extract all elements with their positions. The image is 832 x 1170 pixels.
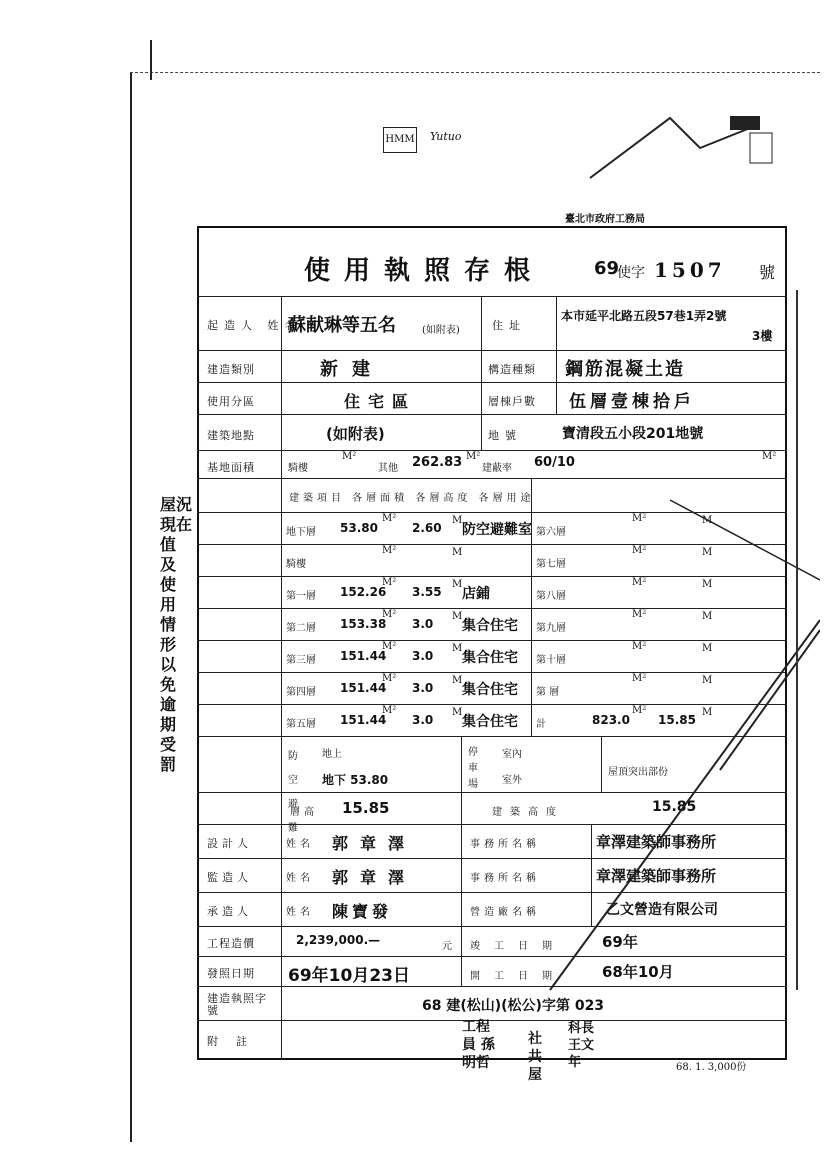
shelter-below: 地下 53.80 xyxy=(322,773,389,787)
lot-label: 地號 xyxy=(488,429,522,442)
floor-use: 集合住宅 xyxy=(462,682,518,698)
supervisor-label: 監造人 xyxy=(207,871,252,884)
supervisor-name-label: 姓名 xyxy=(286,873,314,884)
cost-value: 2,239,000.— xyxy=(296,933,381,947)
contractor-office: 乙文營造有限公司 xyxy=(606,902,718,918)
zone-label: 使用分區 xyxy=(207,395,255,408)
owner-extra: (如附表) xyxy=(422,325,460,336)
floor-height-unit: M xyxy=(452,675,463,686)
floor-area: 152.26 xyxy=(340,585,387,599)
print-code: 68. 1. 3,000份 xyxy=(676,1062,747,1073)
floors-header-left: 建築項目 各層面積 各層高度 各層用途 xyxy=(289,493,535,504)
start-label: 開工日期 xyxy=(470,971,566,982)
side-note-line: 期 xyxy=(160,715,177,734)
designer-name: 郭章澤 xyxy=(332,834,417,853)
cost-label: 工程造價 xyxy=(207,937,255,950)
floor-right-area-unit: M² xyxy=(632,641,647,652)
bldg-height-label: 建築高度 xyxy=(492,807,564,818)
floor-right-area-unit: M² xyxy=(632,513,647,524)
issue-value: 69年10月23日 xyxy=(288,966,410,986)
floor-area-unit: M² xyxy=(382,705,397,716)
floor-area-unit: M² xyxy=(382,609,397,620)
floor-right-name: 第六層 xyxy=(536,527,566,538)
site-label: 建築地點 xyxy=(207,429,255,442)
floor-area-unit: M² xyxy=(382,545,397,556)
permit-ref-value: 68 建(松山)(松公)字第 023 xyxy=(422,998,605,1014)
bldg-height-value: 15.85 xyxy=(652,799,697,815)
owner-value: 蘇献琳等五名 xyxy=(288,315,396,336)
side-note-line: 受 xyxy=(160,735,177,754)
floor-use: 集合住宅 xyxy=(462,650,518,666)
build-type-label: 建造類別 xyxy=(207,363,255,376)
coverage-value: 60/10 xyxy=(534,455,575,470)
floor-name: 第五層 xyxy=(286,719,316,730)
floor-use: 防空避難室 xyxy=(462,522,532,538)
lot-value: 寶清段五小段201地號 xyxy=(562,426,704,442)
floor-height: 3.0 xyxy=(412,681,434,695)
area-qilou-label: 騎樓 xyxy=(288,463,308,474)
permit-ref-label: 建造執照字號 xyxy=(207,992,267,1017)
permit-year: 69 xyxy=(594,258,620,279)
floor-name: 第二層 xyxy=(286,623,316,634)
total-area: 823.0 xyxy=(592,713,630,727)
permit-no-label: 使字 xyxy=(617,265,645,281)
page-top-edge xyxy=(130,72,820,73)
page-left-edge xyxy=(130,72,132,1142)
supervisor-office: 章澤建築師事務所 xyxy=(596,867,717,885)
side-note-line: 及 xyxy=(160,555,177,574)
floor-height-unit: M xyxy=(452,579,463,590)
floor-height: 3.0 xyxy=(412,713,434,727)
supervisor-office-label: 事務所名稱 xyxy=(470,873,540,884)
floor-right-height-unit: M xyxy=(702,579,713,590)
floor-use: 集合住宅 xyxy=(462,618,518,634)
side-note-line: 情 xyxy=(160,615,177,634)
side-note-line: 值 xyxy=(160,535,177,554)
floor-area: 153.38 xyxy=(340,617,387,631)
floor-use: 集合住宅 xyxy=(462,714,518,730)
permit-no: 1507 xyxy=(654,258,726,282)
done-label: 竣工日期 xyxy=(470,941,566,952)
units-label: 層棟戶數 xyxy=(488,395,536,408)
zone-row xyxy=(199,382,785,415)
contractor-office-label: 營造廠名稱 xyxy=(470,907,540,918)
done-value: 69年 xyxy=(602,933,638,951)
side-note-line: 現在 xyxy=(160,515,193,534)
address-extra: 3樓 xyxy=(752,329,773,343)
floor-right-area-unit: M² xyxy=(632,705,647,716)
floor-height: 3.55 xyxy=(412,585,442,599)
side-note-line: 罰 xyxy=(160,755,177,774)
floor-height: 3.0 xyxy=(412,617,434,631)
structure-label: 構造種類 xyxy=(488,363,536,376)
permit-suffix: 號 xyxy=(759,263,776,282)
signature-1: 工程員 孫明哲 xyxy=(462,1019,495,1071)
floor-right-height-unit: M xyxy=(702,675,713,686)
side-note-line: 屋況 xyxy=(160,495,193,514)
floor-area: 151.44 xyxy=(340,681,387,695)
area-row xyxy=(199,450,785,479)
shelter-label: 防空避難 xyxy=(288,751,298,834)
side-note-line: 以 xyxy=(160,655,177,674)
supervisor-name: 郭章澤 xyxy=(332,868,417,887)
owner-row xyxy=(199,296,785,351)
floor-height-unit: M xyxy=(452,707,463,718)
coverage-label: 建蔽率 xyxy=(482,463,512,474)
floor-height-unit: M xyxy=(452,547,463,558)
floor-right-area-unit: M² xyxy=(632,609,647,620)
floor-right-height-unit: M xyxy=(702,643,713,654)
designer-office-label: 事務所名稱 xyxy=(470,839,540,850)
floor-right-height-unit: M xyxy=(702,515,713,526)
side-note-line: 用 xyxy=(160,595,177,614)
floor-height: 3.0 xyxy=(412,649,434,663)
area-other-label: 其他 xyxy=(378,463,398,474)
structure-value: 鋼筋混凝土造 xyxy=(565,359,685,380)
units-value: 伍層壹棟拾戶 xyxy=(569,392,695,412)
floor-right-area-unit: M² xyxy=(632,673,647,684)
floor-height-unit: M xyxy=(452,643,463,654)
floor-area-unit: M² xyxy=(382,513,397,524)
contractor-label: 承造人 xyxy=(207,905,252,918)
floor-area: 151.44 xyxy=(340,713,387,727)
floor-use: 店鋪 xyxy=(462,586,490,602)
area-label: 基地面積 xyxy=(207,461,255,474)
designer-name-label: 姓名 xyxy=(286,839,314,850)
side-note-line: 免 xyxy=(160,675,177,694)
height-label: 層高 xyxy=(290,807,318,818)
build-type-value: 新建 xyxy=(320,359,384,380)
right-edge-marks xyxy=(796,290,828,990)
side-note-line: 使 xyxy=(160,575,177,594)
floor-name: 第三層 xyxy=(286,655,316,666)
floor-area-unit: M² xyxy=(382,673,397,684)
area-m2-3: M² xyxy=(762,451,777,462)
side-note-line: 逾 xyxy=(160,695,177,714)
floor-name: 第四層 xyxy=(286,687,316,698)
issue-label: 發照日期 xyxy=(207,967,255,980)
floor-height-unit: M xyxy=(452,611,463,622)
designer-label: 設計人 xyxy=(207,837,252,850)
owner-label: 起造人 姓名 xyxy=(207,319,302,332)
address-label: 住址 xyxy=(492,319,526,332)
site-value: (如附表) xyxy=(326,425,385,443)
floor-area-unit: M² xyxy=(382,641,397,652)
zone-value: 住宅區 xyxy=(344,392,417,411)
parking-indoor: 室內 xyxy=(502,749,522,760)
floor-area: 53.80 xyxy=(340,521,378,535)
office-stamp: 臺北市政府工務局 xyxy=(565,214,645,225)
floor-name: 騎樓 xyxy=(286,559,306,570)
signature-3: 科長 王文年 xyxy=(568,1021,595,1070)
top-note: Yutuo xyxy=(430,130,462,143)
page-inner-edge xyxy=(150,40,152,80)
floor-right-name: 第十層 xyxy=(536,655,566,666)
signature-2: 社共屋 xyxy=(528,1031,542,1083)
contractor-name: 陳寶發 xyxy=(332,902,393,921)
floor-right-height-unit: M xyxy=(702,547,713,558)
floor-right-area-unit: M² xyxy=(632,545,647,556)
form-title: 使用執照存根 xyxy=(304,256,545,286)
floor-name: 第一層 xyxy=(286,591,316,602)
cost-unit: 元 xyxy=(442,941,452,952)
designer-office: 章澤建築師事務所 xyxy=(596,833,717,851)
floor-area-unit: M² xyxy=(382,577,397,588)
shelter-above: 地上 xyxy=(322,749,342,760)
height-value: 15.85 xyxy=(342,799,390,817)
side-note-line: 形 xyxy=(160,635,177,654)
area-value: 262.83 xyxy=(412,455,463,470)
notes-label: 附註 xyxy=(207,1035,265,1048)
area-m2-1: M² xyxy=(342,451,357,462)
parking-outdoor: 室外 xyxy=(502,775,522,786)
floor-right-area-unit: M² xyxy=(632,577,647,588)
floor-right-height-unit: M xyxy=(702,611,713,622)
floor-height-unit: M xyxy=(452,515,463,526)
address-value: 本市延平北路五段57巷1弄2號 xyxy=(561,309,727,323)
floor-right-height-unit: M xyxy=(702,707,713,718)
contractor-name-label: 姓名 xyxy=(286,907,314,918)
floor-right-name: 第九層 xyxy=(536,623,566,634)
diagonal-fold-lines xyxy=(520,480,820,1000)
header-stamp: HMM xyxy=(383,127,417,153)
floor-area: 151.44 xyxy=(340,649,387,663)
start-value: 68年10月 xyxy=(602,963,674,981)
parking-label: 停車場 xyxy=(468,747,478,790)
floor-right-name: 計 xyxy=(536,719,546,730)
total-height: 15.85 xyxy=(658,713,696,727)
floor-name: 地下層 xyxy=(286,527,316,538)
floor-height: 2.60 xyxy=(412,521,442,535)
floor-right-name: 第 層 xyxy=(536,687,560,698)
floor-right-name: 第八層 xyxy=(536,591,566,602)
area-m2-2: M² xyxy=(466,451,481,462)
roof-label: 屋頂突出部份 xyxy=(608,767,668,778)
site-row xyxy=(199,414,785,451)
build-type-row xyxy=(199,350,785,383)
floor-right-name: 第七層 xyxy=(536,559,566,570)
